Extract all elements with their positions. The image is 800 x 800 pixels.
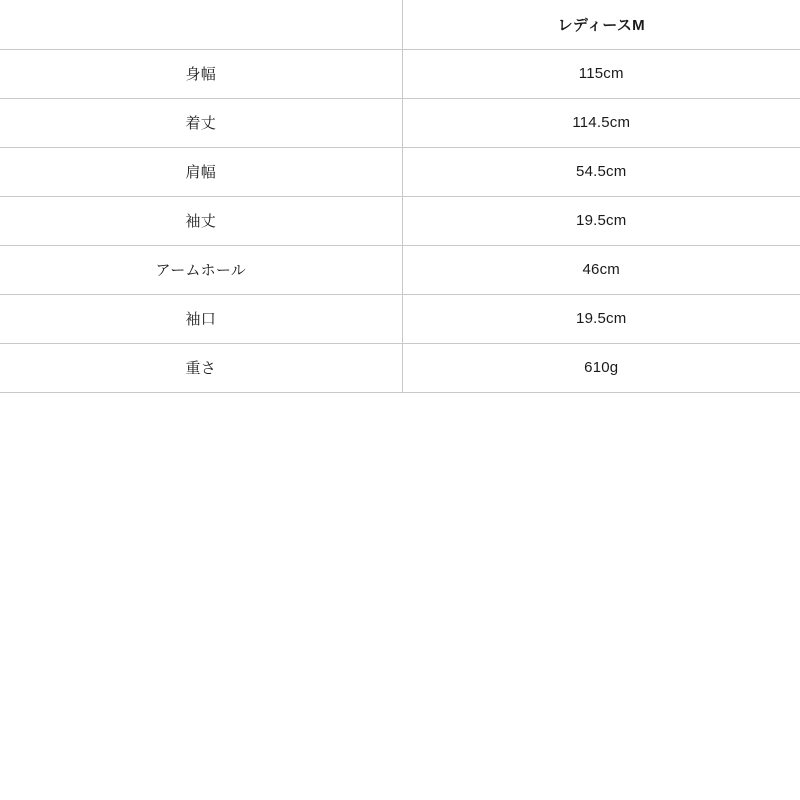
table-row: [0, 294, 800, 343]
table-row: [0, 343, 800, 392]
size-table-head: [0, 0, 800, 49]
table-row: [0, 147, 800, 196]
table-row-label: 身幅: [0, 49, 402, 98]
table-row-label: 袖丈: [0, 196, 402, 245]
table-row-value: 46cm: [402, 245, 800, 294]
table-column-header-size: レディースM: [402, 0, 800, 49]
table-row-value: 19.5cm: [402, 196, 800, 245]
table-corner-cell: [0, 0, 402, 49]
table-row-label: 袖口: [0, 294, 402, 343]
table-row-value: 114.5cm: [402, 98, 800, 147]
table-header-row: [0, 0, 800, 49]
size-table: [0, 0, 800, 393]
table-row-label: アームホール: [0, 245, 402, 294]
table-row-value: 610g: [402, 343, 800, 392]
table-row: [0, 245, 800, 294]
table-row-value: 115cm: [402, 49, 800, 98]
table-row: [0, 49, 800, 98]
table-row-value: 19.5cm: [402, 294, 800, 343]
table-row-label: 肩幅: [0, 147, 402, 196]
size-table-body: [0, 49, 800, 392]
table-row: [0, 98, 800, 147]
table-row: [0, 196, 800, 245]
table-row-label: 着丈: [0, 98, 402, 147]
table-row-value: 54.5cm: [402, 147, 800, 196]
table-row-label: 重さ: [0, 343, 402, 392]
